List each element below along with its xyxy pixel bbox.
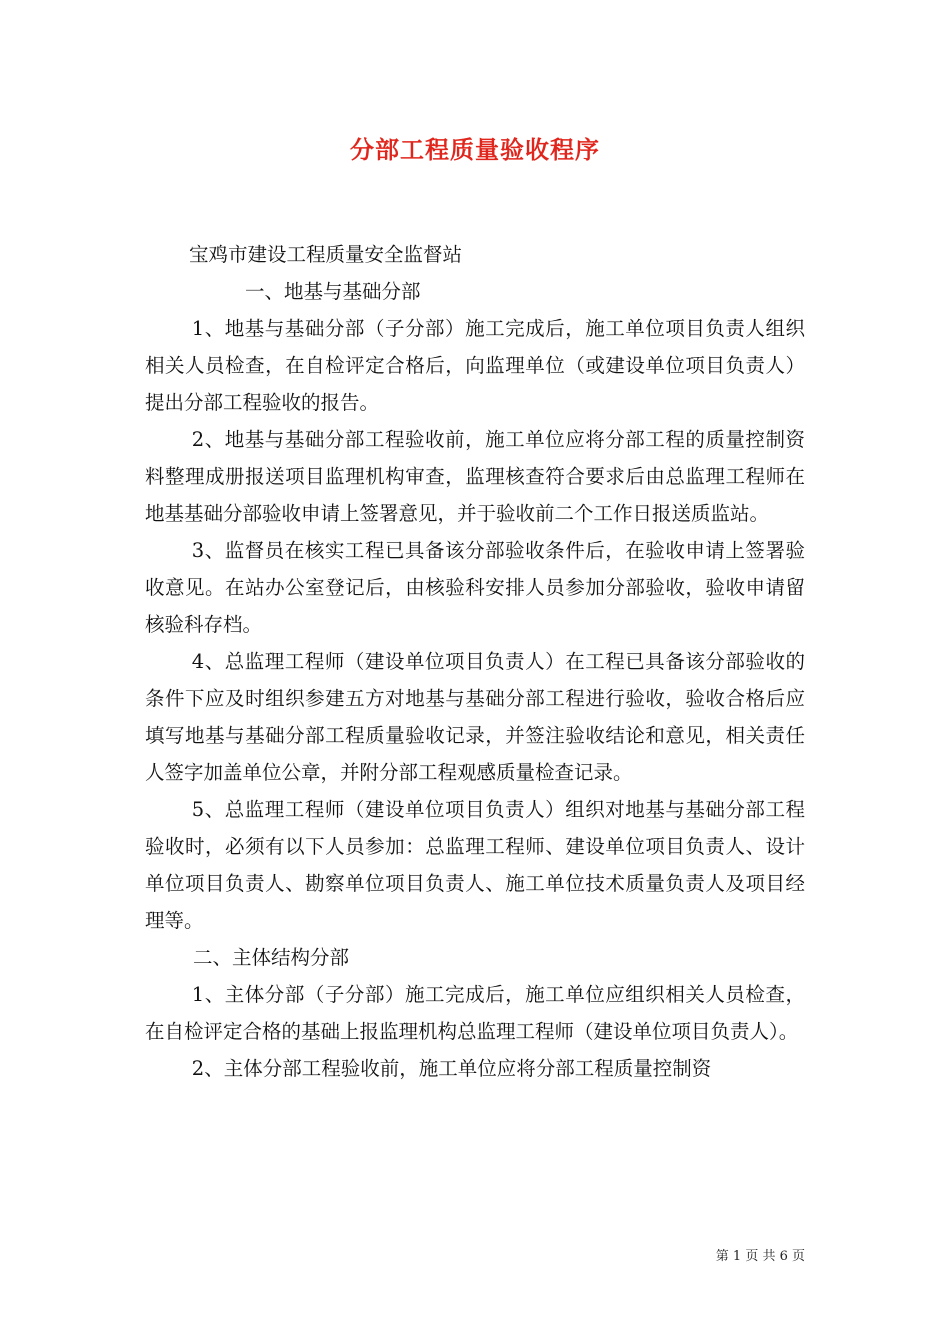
document-title: 分部工程质量验收程序 [350,135,600,164]
paragraph: 2、地基与基础分部工程验收前，施工单位应将分部工程的质量控制资料整理成册报送项目监理机构审查，监理核查符合要求后由总监理工程师在地基基础分部验收申请上签署意见，并于验收前二个工作日报送质监站。 [145,428,805,525]
paragraph: 4、总监理工程师（建设单位项目负责人）在工程已具备该分部验收的条件下应及时组织参建五方对地基与基础分部工程进行验收，验收合格后应填写地基与基础分部工程质量验收记录，并签注验收结论和意见，相关责任人签字加盖单位公章，并附分部工程观感质量检查记录。 [145,650,805,784]
paragraph: 3、监督员在核实工程已具备该分部验收条件后，在验收申请上签署验收意见。在站办公室登记后，由核验科安排人员参加分部验收，验收申请留核验科存档。 [145,539,805,636]
section-heading-foundation: 一、地基与基础分部 [245,280,421,303]
paragraph: 5、总监理工程师（建设单位项目负责人）组织对地基与基础分部工程验收时，必须有以下人员参加：总监理工程师、建设单位项目负责人、设计单位项目负责人、勘察单位项目负责人、施工单位技术质量负责人及项目经理等。 [145,798,805,932]
section-heading-main-structure: 二、主体结构分部 [193,946,350,969]
paragraph: 2、主体分部工程验收前，施工单位应将分部工程质量控制资 [191,1057,712,1080]
organization-name: 宝鸡市建设工程质量安全监督站 [189,243,463,266]
page-number: 第 1 页 共 6 页 [715,1249,805,1264]
paragraph: 1、主体分部（子分部）施工完成后，施工单位应组织相关人员检查，在自检评定合格的基础上报监理机构总监理工程师（建设单位项目负责人）。 [145,983,805,1043]
document-body [145,236,805,1087]
paragraph: 1、地基与基础分部（子分部）施工完成后，施工单位项目负责人组织相关人员检查，在自检评定合格后，向监理单位（或建设单位项目负责人）提出分部工程验收的报告。 [145,317,805,414]
